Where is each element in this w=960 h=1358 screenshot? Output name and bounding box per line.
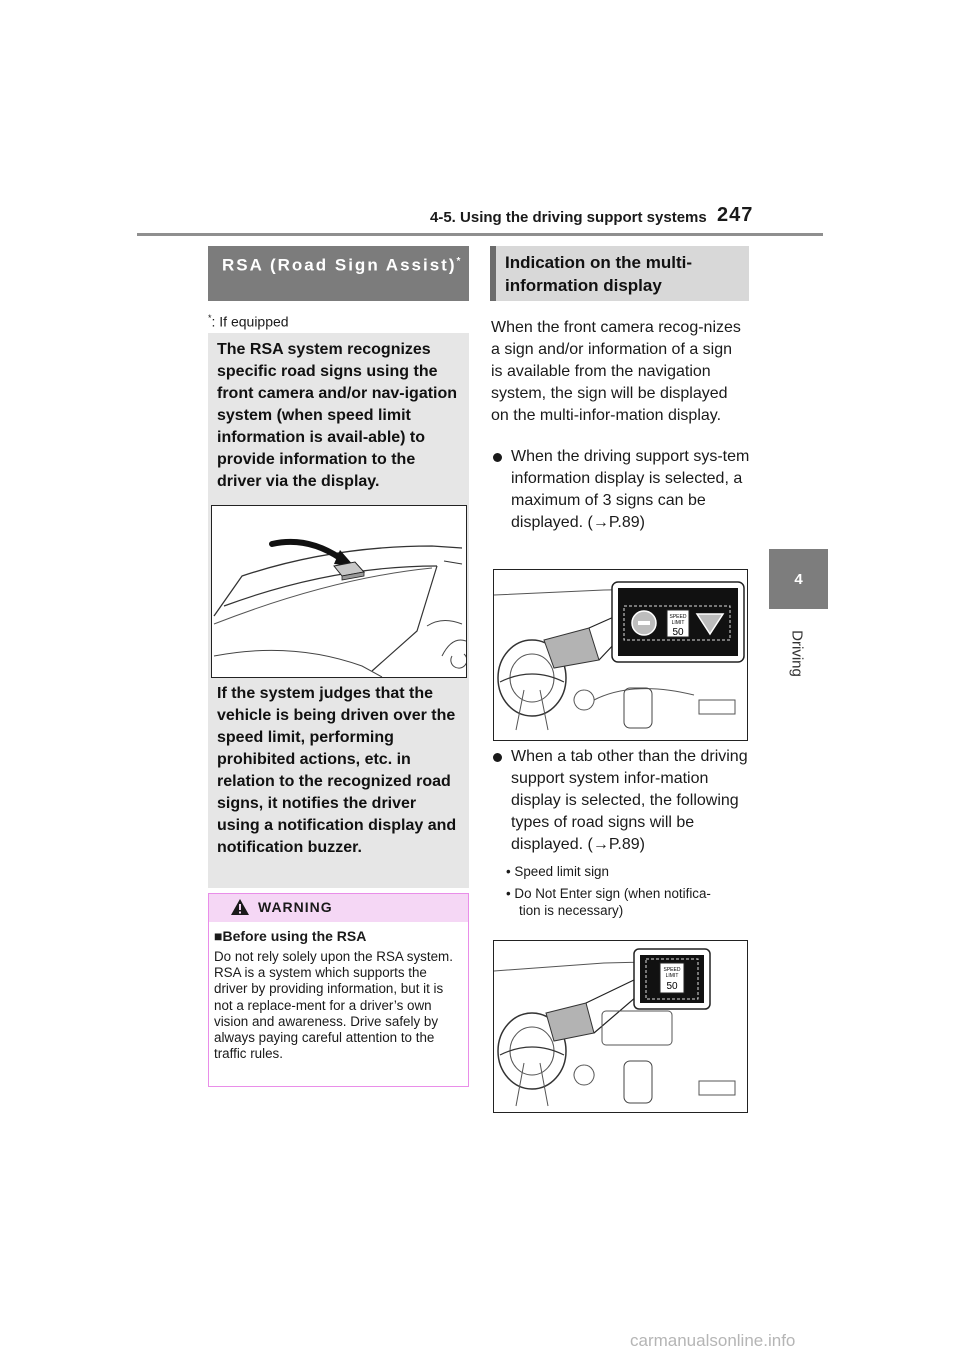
section-header: 4-5. Using the driving support systems xyxy=(430,209,707,226)
chapter-number: 4 xyxy=(794,570,803,588)
warning-body: Do not rely solely upon the RSA system. RSA is a system which supports the driver by providing information, but it is not a replace-ment for a driver’s own vision and awareness. Drive safely by always paying careful attention to the traffic rules. xyxy=(214,949,453,1062)
warning-triangle-icon xyxy=(230,898,250,916)
windshield-camera-figure xyxy=(211,505,467,678)
bullet-dot-icon xyxy=(493,453,502,462)
rsa-title xyxy=(222,250,462,277)
bullet-dot-icon xyxy=(493,753,502,762)
indication-title-bar xyxy=(490,246,749,301)
footnote-text: : If equipped xyxy=(211,313,289,330)
rsa-title-text: RSA (Road Sign Assist) xyxy=(222,255,457,275)
bullet-text: When a tab other than the driving support system infor-mation display is selected, the following types of road signs will be displayed. (→P.89) xyxy=(511,748,748,853)
warning-label: WARNING xyxy=(258,899,333,915)
speed-sign-value-text: 50 xyxy=(672,627,684,638)
speed-sign-top-text: SPEED xyxy=(669,614,687,620)
chapter-label xyxy=(785,617,811,697)
header-rule xyxy=(137,233,823,236)
bullet-item xyxy=(493,446,753,566)
footnote xyxy=(208,313,289,330)
speed-sign-top-text: SPEED xyxy=(663,967,681,973)
rsa-title-bar xyxy=(208,246,469,301)
warning-subheading: ■Before using the RSA xyxy=(214,928,367,944)
bullet-text: When the driving support sys-tem information display is selected, a maximum of 3 signs can be displayed. (→P.89) xyxy=(511,448,750,531)
footnote-mark: * xyxy=(208,313,212,323)
sub-bullet-line: tion is necessary) xyxy=(519,902,624,918)
speed-sign-value-text: 50 xyxy=(666,981,678,992)
sub-bullet-item: • Speed limit sign xyxy=(506,864,609,879)
bullet-item xyxy=(493,746,753,856)
indication-intro: When the front camera recog-nizes a sign and/or information of a sign is available from the navigation system, the sign will be displayed on the multi-infor-mation display. xyxy=(491,319,741,424)
rsa-notification-text: If the system judges that the vehicle is being driven over the speed limit, performing prohibited actions, etc. in relation to the recognized road signs, it notifies the driver using a notification display and notification buzzer. xyxy=(217,685,457,856)
speed-sign-mid-text: LIMIT xyxy=(671,620,685,626)
rsa-title-mark: * xyxy=(456,256,461,267)
watermark: carmanualsonline.info xyxy=(630,1331,796,1350)
chapter-tab[interactable] xyxy=(769,549,828,609)
sub-bullet-item xyxy=(506,886,751,919)
page-number: 247 xyxy=(717,204,754,226)
chapter-label-text: Driving xyxy=(788,630,806,677)
dashboard-three-signs-figure xyxy=(493,569,748,741)
rsa-intro: The RSA system recognizes specific road signs using the front camera and/or nav-igation system (when speed limit information is avail-able) to provide information to the driver via the display. xyxy=(217,341,458,490)
dashboard-single-sign-figure xyxy=(493,940,748,1113)
warning-header xyxy=(209,894,468,922)
indication-title: Indication on the multi-information display xyxy=(505,253,692,295)
speed-sign-mid-text: LIMIT xyxy=(665,973,679,979)
sub-bullet-line: • Do Not Enter sign (when notifica- xyxy=(506,886,711,901)
